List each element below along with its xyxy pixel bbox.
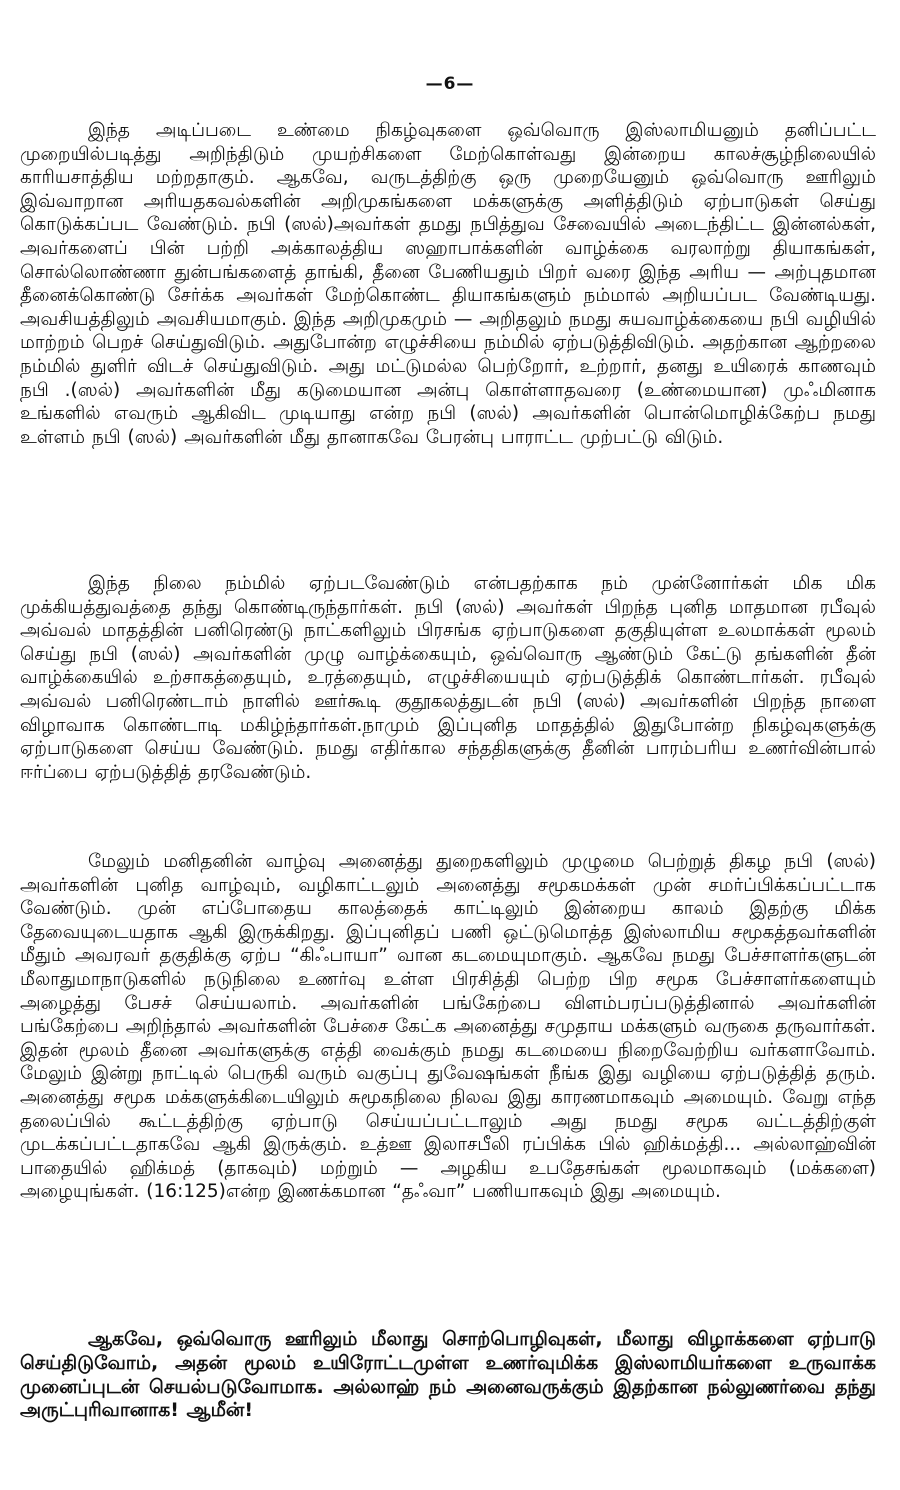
paragraph-2: இந்த நிலை நம்மில் ஏற்படவேண்டும் என்பதற்காக நம் முன்னோர்கள் மிக மிக முக்கியத்துவத்தை தந்து கொண்டிருந்தார்கள். நபி (ஸல்) அவர்கள் பிறந்த புனித மாதமான ரபீவுல் அவ்வல் மாதத்தின் பனிரெண்டு நாட்களிலும் பிரசங்க ஏற்பாடுகளை தகுதியுள்ள உலமாக்கள் மூலம் செய்து நபி (ஸல்) அவர்களின் முழு வாழ்க்கையும், ஒவ்வொரு ஆண்டும் கேட்டு தங்களின் தீன் வாழ்க்கையில் உற்சாகத்தையும், உரத்தையும், எழுச்சியையும் ஏற்படுத்திக் கொண்டார்கள். ரபீவுல் அவ்வல் பனிரெண்டாம் நாளில் ஊர்கூடி குதூகலத்துடன் நபி (ஸல்) அவர்களின் பிறந்த நாளை விழாவாக கொண்டாடி மகிழ்ந்தார்கள்.நாமும் இப்புனித மாதத்தில் இதுபோன்ற நிகழ்வுகளுக்கு ஏற்பாடுகளை செய்ய வேண்டும். நமது எதிர்கால சந்ததிகளுக்கு தீனின் பாரம்பரிய உணர்வின்பால் ஈர்ப்பை ஏற்படுத்தித் தரவேண்டும்.: [20, 573, 876, 783]
paragraph-1: இந்த அடிப்படை உண்மை நிகழ்வுகளை ஒவ்வொரு இஸ்லாமியனும் தனிப்பட்ட முறையில்படித்து அறிந்திடும் முயற்சிகளை மேற்கொள்வது இன்றைய காலச்சூழ்நிலையில் காரியசாத்திய மற்றதாகும். ஆகவே, வருடத்திற்கு ஒரு முறையேனும் ஒவ்வொரு ஊரிலும் இவ்வாறான அரியதகவல்களின் அறிமுகங்களை மக்களுக்கு அளித்திடும் ஏற்பாடுகள் செய்து கொடுக்கப்பட வேண்டும். நபி (ஸல்)அவர்கள் தமது நபித்துவ சேவையில் அடைந்திட்ட இன்னல்கள், அவர்களைப் பின் பற்றி அக்காலத்திய ஸஹாபாக்களின் வாழ்க்கை வரலாற்று தியாகங்கள், சொல்லொண்ணா துன்பங்களைத் தாங்கி, தீனை பேணியதும் பிறர் வரை இந்த அரிய — அற்புதமான தீனைக்கொண்டு சேர்க்க அவர்கள் மேற்கொண்ட தியாகங்களும் நம்மால் அறியப்பட வேண்டியது. அவசியத்திலும் அவசியமாகும். இந்த அறிமுகமும் — அறிதலும் நமது சுயவாழ்க்கையை நபி வழியில் மாற்றம் பெறச் செய்துவிடும். அதுபோன்ற எழுச்சியை நம்மில் ஏற்படுத்திவிடும். அதற்கான ஆற்றலை நம்மில் துளிர் விடச் செய்துவிடும். அது மட்டுமல்ல பெற்றோர், உற்றார், தனது உயிரைக் காணவும் நபி .(ஸல்) அவர்களின் மீது கடுமையான அன்பு கொள்ளாதவரை (உண்மையான) முஃமினாக உங்களில் எவரும் ஆகிவிட முடியாது என்ற நபி (ஸல்) அவர்களின் பொன்மொழிக்கேற்ப நமது உள்ளம் நபி (ஸல்) அவர்களின் மீது தானாகவே பேரன்பு பாராட்ட முற்பட்டு விடும்.: [20, 120, 876, 448]
paragraph-3: மேலும் மனிதனின் வாழ்வு அனைத்து துறைகளிலும் முழுமை பெற்றுத் திகழ நபி (ஸல்) அவர்களின் புனித வாழ்வும், வழிகாட்டலும் அனைத்து சமூகமக்கள் முன் சமர்ப்பிக்கப்பட்டாக வேண்டும். முன் எப்போதைய காலத்தைக் காட்டிலும் இன்றைய காலம் இதற்கு மிக்க தேவையுடையதாக ஆகி இருக்கிறது. இப்புனிதப் பணி ஒட்டுமொத்த இஸ்லாமிய சமூகத்தவர்களின் மீதும் அவரவர் தகுதிக்கு ஏற்ப “கிஃபாயா” வான கடமையுமாகும். ஆகவே நமது பேச்சாளர்களுடன் மீலாதுமாநாடுகளில் நடுநிலை உணர்வு உள்ள பிரசித்தி பெற்ற பிற சமூக பேச்சாளர்களையும் அழைத்து பேசச் செய்யலாம். அவர்களின் பங்கேற்பை விளம்பரப்படுத்தினால் அவர்களின் பங்கேற்பை அறிந்தால் அவர்களின் பேச்சை கேட்க அனைத்து சமுதாய மக்களும் வருகை தருவார்கள். இதன் மூலம் தீனை அவர்களுக்கு எத்தி வைக்கும் நமது கடமையை நிறைவேற்றிய வர்களாவோம். மேலும் இன்று நாட்டில் பெருகி வரும் வகுப்பு துவேஷங்கள் நீங்க இது வழியை ஏற்படுத்தித் தரும். அனைத்து சமூக மக்களுக்கிடையிலும் சுமூகநிலை நிலவ இது காரணமாகவும் அமையும். வேறு எந்த தலைப்பில் கூட்டத்திற்கு ஏற்பாடு செய்யப்பட்டாலும் அது நமது சமூக வட்டத்திற்குள் முடக்கப்பட்டதாகவே ஆகி இருக்கும். உத்ஊ இலாசபீலி ரப்பிக்க பில் ஹிக்மத்தி... அல்லாஹ்வின் பாதையில் ஹிக்மத் (தாகவும்) மற்றும் — அழகிய உபதேசங்கள் மூலமாகவும் (மக்களை) அழையுங்கள். (16:125)என்ற இணக்கமான “தஃவா” பணியாகவும் இது அமையும்.: [20, 851, 876, 1203]
closing-paragraph: ஆகவே, ஒவ்வொரு ஊரிலும் மீலாது சொற்பொழிவுகள், மீலாது விழாக்களை ஏற்பாடு செய்திடுவோம், அதன் மூலம் உயிரோட்டமுள்ள உணர்வுமிக்க இஸ்லாமியர்களை உருவாக்க முனைப்புடன் செயல்படுவோமாக. அல்லாஹ் நம் அனைவருக்கும் இதற்கான நல்லுணர்வை தந்து அருட்புரிவானாக! ஆமீன்!: [20, 1328, 876, 1422]
page-number: —6—: [425, 74, 475, 94]
